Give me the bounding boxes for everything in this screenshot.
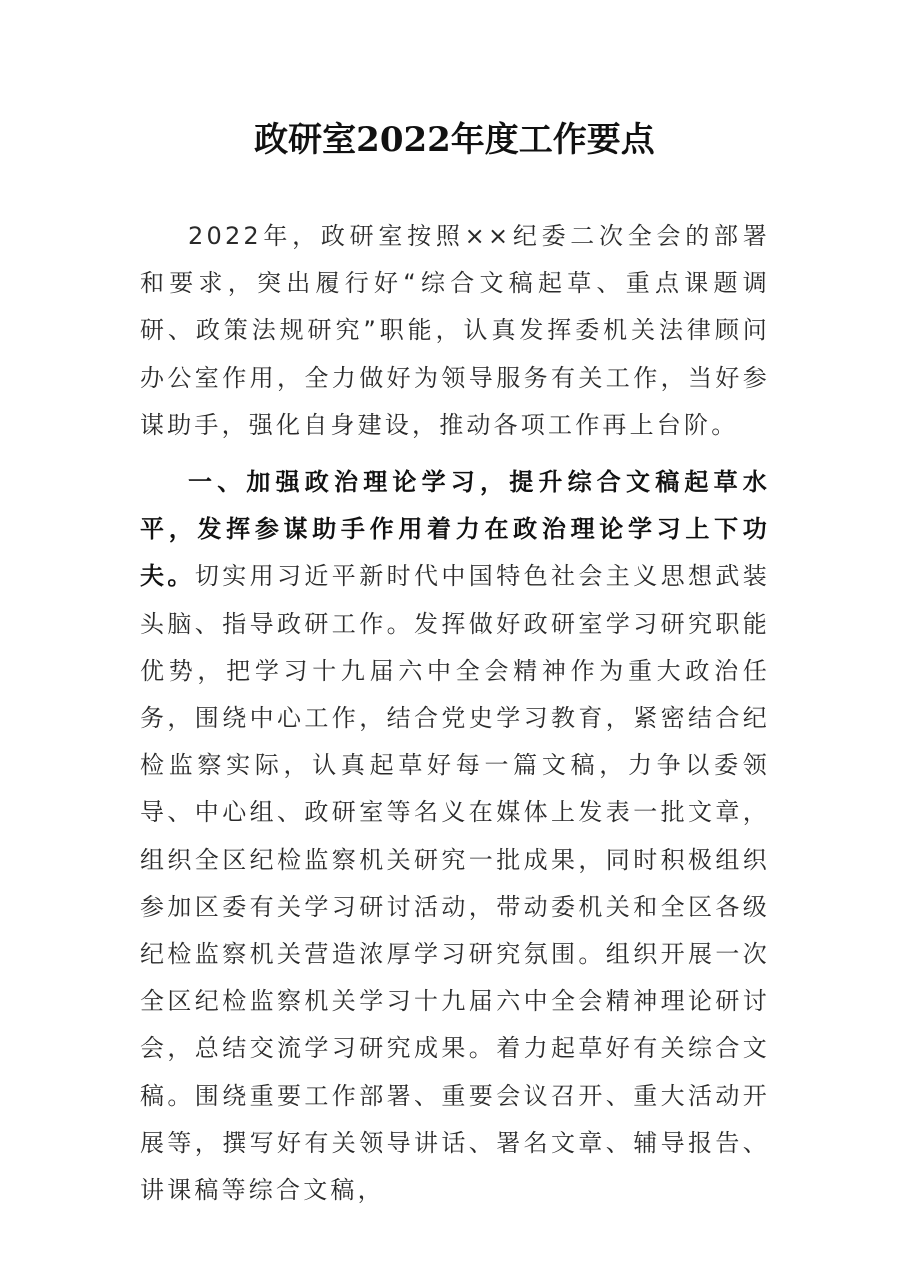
document-title: 政研室2022年度工作要点 xyxy=(254,120,655,160)
intro-paragraph: 2022年，政研室按照××纪委二次全会的部署和要求，突出履行好“综合文稿起草、重点课题调研、政策法规研究”职能，认真发挥委机关法律顾问办公室作用，全力做好为领导服务有关工作，当好参谋助手，强化自身建设，推动各项工作再上台阶。 xyxy=(140,222,770,439)
section-one-paragraph xyxy=(140,459,770,1214)
section-one-body: 切实用习近平新时代中国特色社会主义思想武装头脑、指导政研工作。发挥做好政研室学习研究职能优势，把学习十九届六中全会精神作为重大政治任务，围绕中心工作，结合党史学习教育，紧密结合纪检监察实际，认真起草好每一篇文稿，力争以委领导、中心组、政研室等名义在媒体上发表一批文章，组织全区纪检监察机关研究一批成果，同时积极组织参加区委有关学习研讨活动，带动委机关和全区各级纪检监察机关营造浓厚学习研究氛围。组织开展一次全区纪检监察机关学习十九届六中全会精神理论研讨会，总结交流学习研究成果。着力起草好有关综合文稿。围绕重要工作部署、重要会议召开、重大活动开展等，撰写好有关领导讲话、署名文章、辅导报告、讲课稿等综合文稿， xyxy=(140,562,771,1205)
section-one-heading: 一、加强政治理论学习，提升综合文稿起草水平，发挥参谋助手作用着力在政治理论学习上下功夫。 xyxy=(140,468,770,591)
